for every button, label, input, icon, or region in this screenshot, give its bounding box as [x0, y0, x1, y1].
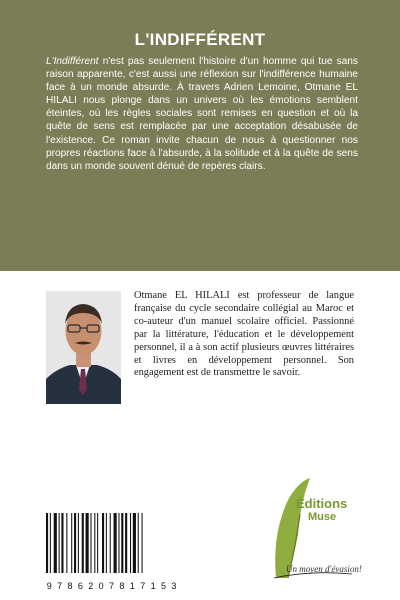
isbn-digit: 0 — [98, 581, 104, 591]
barcode-bar — [97, 513, 98, 573]
isbn-digit: 7 — [57, 581, 63, 591]
barcode-bar — [46, 513, 48, 573]
publisher-slogan: Un moyen d'évasion! — [286, 564, 362, 574]
barcode-bar — [86, 513, 89, 573]
author-bio: Otmane EL HILALI est professeur de langue française du cycle secondaire collégial au Maroc et co-auteur d'un manuel scolaire officiel. Passionné par la littérature, l'éducation et le développement personnel, il a à son actif plusieurs œuvres littéraires et livres en développement personnel. Son engagement est de transmettre le savoir. — [134, 290, 354, 379]
barcode-bar — [50, 513, 51, 573]
barcode-bar — [74, 513, 76, 573]
summary-text: n'est pas seulement l'histoire d'un homme qui tue sans raison apparente, c'est aussi une réflexion sur l'indifférence humaine face à un monde absurde. À travers Adrien Lemoine, Otmane EL HILALI nous plonge dans un univers où les émotions semblent éteintes, où les règles sociales sont remises en question et où la quête de sens est remplacée par une acceptation désabusée de l'existence. Ce roman invite chacun de nous à questionner nos propres réactions face à l'absurde, à la solitude et à la quête de sens dans un monde souvent dénué de repères clairs. — [46, 56, 358, 172]
barcode-bar — [125, 513, 127, 573]
barcode-bar — [59, 513, 60, 573]
barcode-bar — [130, 513, 131, 573]
barcode-bar — [133, 513, 136, 573]
barcode-bar — [90, 513, 91, 573]
barcode-bar — [54, 513, 57, 573]
isbn-digit: 1 — [150, 581, 156, 591]
author-photo — [46, 291, 121, 404]
isbn-digit: 5 — [160, 581, 166, 591]
barcode-bar — [138, 513, 139, 573]
isbn-digit: 7 — [140, 581, 146, 591]
isbn-digit: 7 — [109, 581, 115, 591]
barcode-bar — [142, 513, 143, 573]
isbn-digit: 1 — [129, 581, 135, 591]
barcode-bar — [78, 513, 79, 573]
barcode-bar — [110, 513, 111, 573]
barcode-bar — [121, 513, 123, 573]
barcode-bar — [61, 513, 63, 573]
barcode-bar — [106, 513, 107, 573]
isbn-digit: 9 — [46, 581, 52, 591]
barcode — [44, 513, 179, 573]
isbn-digit: 8 — [67, 581, 73, 591]
barcode-bar — [94, 513, 95, 573]
barcode-bar — [82, 513, 84, 573]
isbn-digit: 3 — [171, 581, 177, 591]
isbn-digit: 8 — [119, 581, 125, 591]
barcode-bar — [66, 513, 67, 573]
back-cover-summary — [46, 55, 358, 173]
isbn-digits — [44, 581, 179, 593]
publisher-name-line2: Muse — [308, 511, 337, 523]
barcode-bar — [102, 513, 104, 573]
publisher-name-line1: Éditions — [296, 496, 348, 511]
barcode-bar — [114, 513, 117, 573]
book-title: L'INDIFFÉRENT — [134, 30, 266, 49]
isbn-digit: 6 — [77, 581, 83, 591]
isbn-digit: 2 — [88, 581, 94, 591]
barcode-bar — [118, 513, 119, 573]
barcode-bar — [71, 513, 72, 573]
summary-book-title: L'Indifférent — [46, 56, 99, 67]
